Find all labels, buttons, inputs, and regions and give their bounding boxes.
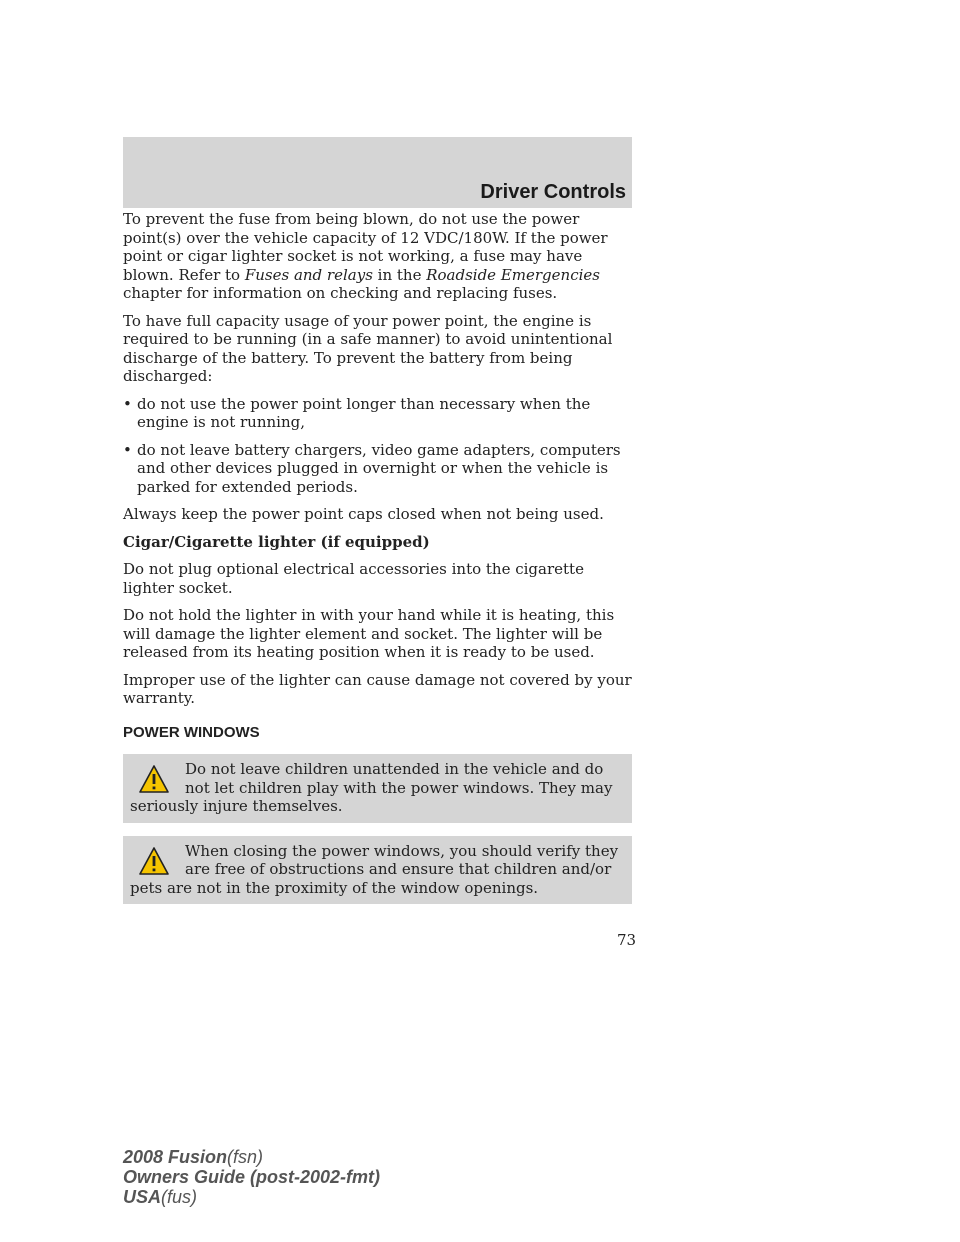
page-content [123, 210, 632, 917]
bullet-marker: • [123, 440, 132, 459]
warning-box-children [123, 754, 632, 823]
footer-line-market: USA(fus) [123, 1187, 198, 1207]
paragraph-warranty: Improper use of the lighter can cause damage not covered by your warranty. [123, 670, 632, 707]
paragraph-capacity: To have full capacity usage of your power point, the engine is required to be running (in a safe manner) to avoid unintentional discharge of the battery. To prevent the battery from being discharged: [123, 311, 613, 385]
section-heading-power-windows: POWER WINDOWS [123, 723, 260, 741]
document-footer [123, 1147, 380, 1207]
warning-text: When closing the power windows, you should verify they are free of obstructions and ensure that children and/or pets are not in the proximity of the window openings. [130, 841, 619, 897]
warning-text: Do not leave children unattended in the vehicle and do not let children play with the power windows. They may seriously injure themselves. [130, 760, 613, 815]
chapter-header-band [123, 137, 632, 208]
paragraph-heating: Do not hold the lighter in with your hand while it is heating, this will damage the lighter element and socket. The lighter will be released from its heating position when it is ready to be used. [123, 606, 615, 661]
footer-line-model: 2008 Fusion(fsn) [123, 1147, 264, 1167]
page-number: 73 [617, 931, 637, 949]
warning-box-obstructions [123, 836, 632, 905]
subheading-cigar-lighter: Cigar/Cigarette lighter (if equipped) [123, 532, 430, 551]
footer-line-guide: Owners Guide (post-2002-fmt) [123, 1167, 381, 1187]
battery-bullet-list [123, 395, 632, 497]
reference-roadside-emergencies: Roadside Emergencies [426, 265, 600, 284]
paragraph-accessories: Do not plug optional electrical accessories into the cigarette lighter socket. [123, 560, 584, 597]
list-item: • do not leave battery chargers, video game adapters, computers and other devices plugged in overnight or when the vehicle is parked for extended periods. [123, 440, 621, 496]
warning-triangle-icon [138, 846, 170, 876]
warning-triangle-icon [138, 764, 170, 794]
paragraph-caps: Always keep the power point caps closed when not being used. [123, 505, 604, 523]
list-item: • do not use the power point longer than necessary when the engine is not running, [123, 394, 591, 431]
chapter-title: Driver Controls [480, 181, 626, 203]
paragraph-fuse: To prevent the fuse from being blown, do not use the power point(s) over the vehicle capacity of 12 VDC/180W. If the power point or cigar lighter socket is not working, a fuse may have blown. Refer to Fuses and relays in the Roadside Emergencies chapter for information on checking and replacing fuses. [123, 210, 608, 302]
reference-fuses-and-relays: Fuses and relays [244, 265, 373, 284]
bullet-marker: • [123, 394, 132, 413]
